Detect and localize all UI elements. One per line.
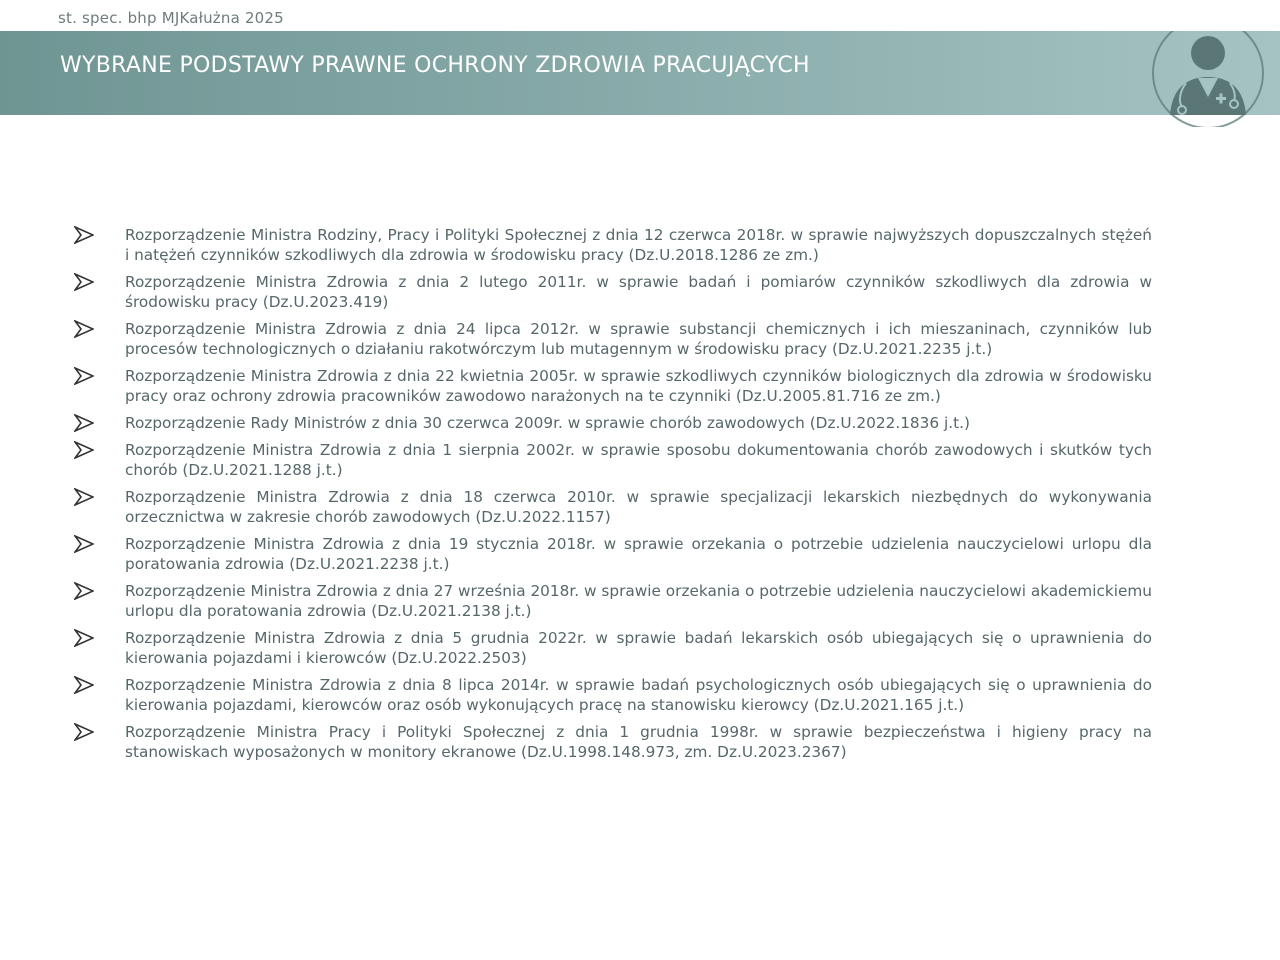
list-item <box>72 272 1152 312</box>
list-item <box>72 487 1152 527</box>
author-label: st. spec. bhp MJKałużna 2025 <box>58 9 284 27</box>
list-item <box>72 581 1152 621</box>
title-banner <box>0 31 1280 115</box>
list-item-text: Rozporządzenie Ministra Pracy i Polityki Społecznej z dnia 1 grudnia 1998r. w sprawie bezpieczeństwa i higieny pracy na stanowiskach wyposażonych w monitory ekranowe (Dz.U.1998.148.973, zm. Dz.U.2023.2367) <box>125 723 1152 761</box>
list-item-text: Rozporządzenie Ministra Zdrowia z dnia 5 grudnia 2022r. w sprawie badań lekarskich osób ubiegających się o uprawnienia do kierowania pojazdami i kierowców (Dz.U.2022.2503) <box>125 629 1152 667</box>
list-item-text: Rozporządzenie Ministra Zdrowia z dnia 2 lutego 2011r. w sprawie badań i pomiarów czynników szkodliwych dla zdrowia w środowisku pracy (Dz.U.2023.419) <box>125 273 1152 311</box>
list-item-text: Rozporządzenie Rady Ministrów z dnia 30 czerwca 2009r. w sprawie chorób zawodowych (Dz.U.2022.1836 j.t.) <box>125 414 970 432</box>
doctor-stethoscope-icon <box>1146 31 1280 127</box>
list-item <box>72 534 1152 574</box>
arrow-bullet-icon <box>74 414 94 432</box>
list-item-text: Rozporządzenie Ministra Zdrowia z dnia 18 czerwca 2010r. w sprawie specjalizacji lekarskich niezbędnych do wykonywania orzecznictwa w zakresie chorób zawodowych (Dz.U.2022.1157) <box>125 488 1152 526</box>
list-item-text: Rozporządzenie Ministra Zdrowia z dnia 19 stycznia 2018r. w sprawie orzekania o potrzebie udzielenia nauczycielowi urlopu dla poratowania zdrowia (Dz.U.2021.2238 j.t.) <box>125 535 1152 573</box>
page-title: WYBRANE PODSTAWY PRAWNE OCHRONY ZDROWIA PRACUJĄCYCH <box>60 53 810 78</box>
list-item-text: Rozporządzenie Ministra Rodziny, Pracy i Polityki Społecznej z dnia 12 czerwca 2018r. w sprawie najwyższych dopuszczalnych stężeń i natężeń czynników szkodliwych dla zdrowia w środowisku pracy (Dz.U.2018.1286 ze zm.) <box>125 226 1152 264</box>
arrow-bullet-icon <box>74 488 94 506</box>
list-item <box>72 225 1152 265</box>
list-item-text: Rozporządzenie Ministra Zdrowia z dnia 27 września 2018r. w sprawie orzekania o potrzebie udzielenia nauczycielowi akademickiemu urlopu dla poratowania zdrowia (Dz.U.2021.2138 j.t.) <box>125 582 1152 620</box>
list-item <box>72 440 1152 480</box>
arrow-bullet-icon <box>74 629 94 647</box>
legal-basis-list <box>72 225 1152 769</box>
arrow-bullet-icon <box>74 723 94 741</box>
arrow-bullet-icon <box>74 367 94 385</box>
list-item <box>72 675 1152 715</box>
list-item <box>72 628 1152 668</box>
arrow-bullet-icon <box>74 535 94 553</box>
list-item <box>72 366 1152 406</box>
arrow-bullet-icon <box>74 226 94 244</box>
arrow-bullet-icon <box>74 582 94 600</box>
list-item-text: Rozporządzenie Ministra Zdrowia z dnia 22 kwietnia 2005r. w sprawie szkodliwych czynników biologicznych dla zdrowia w środowisku pracy oraz ochrony zdrowia pracowników zawodowo narażonych na te czynniki (Dz.U.2005.81.716 ze zm.) <box>125 367 1152 405</box>
arrow-bullet-icon <box>74 273 94 291</box>
arrow-bullet-icon <box>74 676 94 694</box>
list-item <box>72 413 1152 433</box>
arrow-bullet-icon <box>74 441 94 459</box>
arrow-bullet-icon <box>74 320 94 338</box>
list-item <box>72 319 1152 359</box>
list-item <box>72 722 1152 762</box>
list-item-text: Rozporządzenie Ministra Zdrowia z dnia 1 sierpnia 2002r. w sprawie sposobu dokumentowania chorób zawodowych i skutków tych chorób (Dz.U.2021.1288 j.t.) <box>125 441 1152 479</box>
list-item-text: Rozporządzenie Ministra Zdrowia z dnia 24 lipca 2012r. w sprawie substancji chemicznych i ich mieszaninach, czynników lub procesów technologicznych o działaniu rakotwórczym lub mutagennym w środowisku pracy (Dz.U.2021.2235 j.t.) <box>125 320 1152 358</box>
list-item-text: Rozporządzenie Ministra Zdrowia z dnia 8 lipca 2014r. w sprawie badań psychologicznych osób ubiegających się o uprawnienia do kierowania pojazdami, kierowców oraz osób wykonujących pracę na stanowisku kierowcy (Dz.U.2021.165 j.t.) <box>125 676 1152 714</box>
